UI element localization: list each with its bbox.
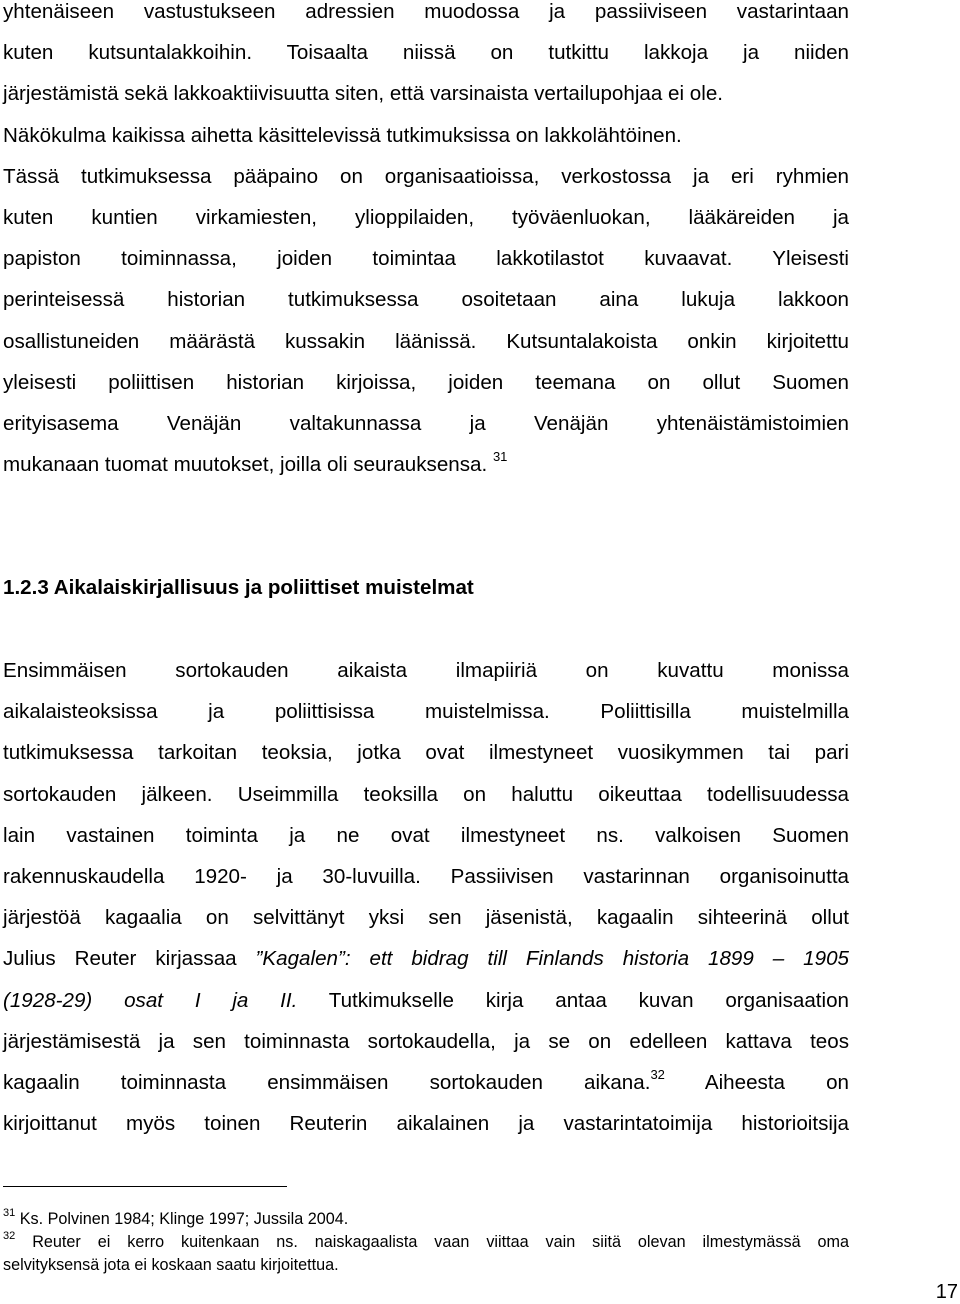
text-line: perinteisessä historian tutkimuksessa osoitetaan aina lukuja lakkoon bbox=[3, 288, 849, 312]
text-line: Tässä tutkimuksessa pääpaino on organisaatioissa, verkostossa ja eri ryhmien bbox=[3, 164, 849, 188]
text-segment: kagaalin toiminnasta ensimmäisen sortokauden aikana. bbox=[3, 1070, 651, 1094]
footnote-text: Reuter ei kerro kuitenkaan ns. naiskagaalista vaan viittaa vain siitä olevan ilmestymässä oma bbox=[32, 1233, 849, 1251]
body-paragraph-1 bbox=[3, 0, 849, 485]
footnote-divider bbox=[3, 1186, 287, 1187]
text-segment: Aiheesta on bbox=[664, 1070, 849, 1094]
section-heading: 1.2.3 Aikalaiskirjallisuus ja poliittiset muistelmat bbox=[3, 576, 474, 599]
footnote-31 bbox=[3, 1208, 849, 1231]
text-line bbox=[3, 938, 849, 979]
book-title: ”Kagalen”: ett bidrag till Finlands historia 1899 – 1905 bbox=[255, 947, 849, 971]
text-line: kuten kuntien virkamiesten, ylioppilaiden, työväenluokan, lääkäreiden ja bbox=[3, 205, 849, 229]
page-number: 17 bbox=[935, 1281, 958, 1303]
text-line: tutkimuksessa tarkoitan teoksia, jotka ovat ilmestyneet vuosikymmen tai pari bbox=[3, 741, 849, 765]
text-line: Ensimmäisen sortokauden aikaista ilmapiiriä on kuvattu monissa bbox=[3, 659, 849, 682]
text-segment: Julius Reuter kirjassaa bbox=[3, 947, 256, 971]
footnote-32-continuation: selvityksensä jota ei koskaan saatu kirjoitettua. bbox=[3, 1256, 339, 1274]
text-line: järjestämistä sekä lakkoaktiivisuutta siten, että varsinaista vertailupohjaa ei ole. bbox=[3, 82, 723, 106]
footnotes bbox=[3, 1208, 849, 1277]
text-line: osallistuneiden määrästä kussakin läänissä. Kutsuntalakoista onkin kirjoitettu bbox=[3, 329, 849, 353]
text-line-content: mukanaan tuomat muutokset, joilla oli seurauksensa. bbox=[3, 453, 488, 477]
text-line: aikalaisteoksissa ja poliittisissa muistelmissa. Poliittisilla muistelmilla bbox=[3, 700, 849, 724]
text-line: papiston toiminnassa, joiden toimintaa lakkotilastot kuvaavat. Yleisesti bbox=[3, 247, 849, 271]
text-line: Näkökulma kaikissa aihetta käsittelevissä tutkimuksissa on lakkolähtöinen. bbox=[3, 123, 682, 147]
footnote-reference: 31 bbox=[492, 449, 508, 465]
text-line: lain vastainen toiminta ja ne ovat ilmestyneet ns. valkoisen Suomen bbox=[3, 823, 849, 847]
text-line bbox=[3, 1062, 849, 1103]
text-segment: Tutkimukselle kirja antaa kuvan organisaation bbox=[297, 988, 849, 1012]
text-line: yleisesti poliittisen historian kirjoissa, joiden teemana on ollut Suomen bbox=[3, 370, 849, 394]
footnote-number: 32 bbox=[3, 1230, 16, 1242]
book-title-continued: (1928-29) osat I ja II. bbox=[3, 988, 298, 1012]
text-line: kuten kutsuntalakkoihin. Toisaalta niissä on tutkittu lakkoja ja niiden bbox=[3, 41, 849, 65]
footnote-text: Ks. Polvinen 1984; Klinge 1997; Jussila 2004. bbox=[19, 1210, 349, 1228]
text-line: sortokauden jälkeen. Useimmilla teoksilla on haluttu oikeuttaa todellisuudessa bbox=[3, 782, 849, 806]
text-line: kirjoittanut myös toinen Reuterin aikalainen ja vastarintatoimija historioitsija bbox=[3, 1112, 849, 1136]
text-line-last bbox=[3, 444, 849, 485]
body-paragraph-2 bbox=[3, 650, 849, 1144]
text-line bbox=[3, 980, 849, 1021]
text-line: järjestämisestä ja sen toiminnasta sortokaudella, ja se on edelleen kattava teos bbox=[3, 1029, 849, 1053]
footnote-number: 31 bbox=[3, 1207, 16, 1219]
text-line: erityisasema Venäjän valtakunnassa ja Venäjän yhtenäistämistoimien bbox=[3, 411, 849, 435]
text-line: järjestöä kagaalia on selvittänyt yksi sen jäsenistä, kagaalin sihteerinä ollut bbox=[3, 906, 849, 930]
text-line: yhtenäiseen vastustukseen adressien muodossa ja passiiviseen vastarintaan bbox=[3, 0, 849, 23]
text-line: rakennuskaudella 1920- ja 30-luvuilla. Passiivisen vastarinnan organisoinutta bbox=[3, 864, 849, 888]
footnote-reference: 32 bbox=[650, 1066, 665, 1082]
footnote-32 bbox=[3, 1231, 849, 1254]
